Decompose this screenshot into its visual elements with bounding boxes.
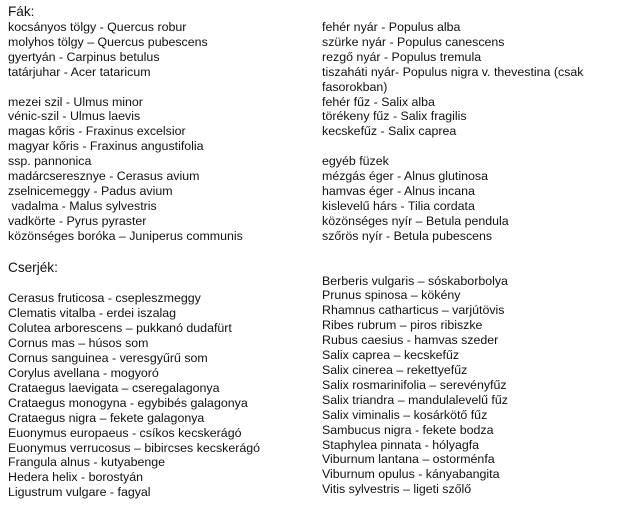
- shrub-entry: Viburnum lantana – ostorménfa: [322, 452, 495, 467]
- blank-line: [8, 244, 310, 259]
- shrub-entry: Frangula alnus - kutyabenge: [8, 455, 166, 470]
- shrub-entry: Viburnum opulus - kányabangita: [322, 467, 500, 482]
- tree-entry: törékeny fűz - Salix fragilis: [322, 109, 467, 124]
- shrub-entry: Cornus mas – húsos som: [8, 336, 149, 351]
- shrub-entry: Ribes rubrum – piros ribiszke: [322, 318, 483, 333]
- tree-entry: fehér nyár - Populus alba: [322, 20, 461, 34]
- tree-entry: kocsányos tölgy - Quercus robur: [8, 20, 187, 34]
- shrub-entry: Prunus spinosa – kökény: [322, 288, 461, 303]
- shrub-entry: Salix cinerea – rekettyefűz: [322, 363, 468, 378]
- shrub-entry: Sambucus nigra - fekete bodza: [322, 422, 494, 437]
- shrub-entry: Colutea arborescens – pukkanó dudafürt: [8, 321, 232, 336]
- blank-line: [322, 139, 634, 154]
- blank-line: [8, 276, 310, 291]
- tree-entry: tatárjuhar - Acer tataricum: [8, 64, 151, 79]
- left-column: [8, 0, 310, 500]
- shrubs-heading: Cserjék:: [8, 260, 58, 276]
- shrub-entry: Staphylea pinnata - hólyagfa: [322, 437, 480, 452]
- tree-entry: közönséges boróka – Juniperus communis: [8, 228, 243, 243]
- tree-entry: közönséges nyír – Betula pendula: [322, 213, 509, 228]
- shrub-entry: Crataegus monogyna - egybibés galagonya: [8, 395, 248, 410]
- shrub-entry: Vitis sylvestris – ligeti szőlő: [322, 482, 472, 497]
- tree-entry: mézgás éger - Alnus glutinosa: [322, 169, 488, 184]
- tree-entry: vadkörte - Pyrus pyraster: [8, 213, 147, 228]
- shrub-entry: Cornus sanguinea - veresgyűrű som: [8, 351, 208, 366]
- tree-entry: magyar kőris - Fraxinus angustifolia: [8, 139, 204, 154]
- shrub-entry: Crataegus nigra – fekete galagonya: [8, 410, 205, 425]
- tree-entry: szürke nyár - Populus canescens: [322, 34, 505, 49]
- shrub-entry: Berberis vulgaris – sóskaborbolya: [322, 273, 508, 288]
- shrub-entry: Crataegus laevigata – cseregalagonya: [8, 380, 220, 395]
- tree-entry: magas kőris - Fraxinus excelsior: [8, 124, 186, 139]
- shrub-entry: Salix rosmarinifolia – serevényfűz: [322, 377, 507, 392]
- tree-entry: molyhos tölgy – Quercus pubescens: [8, 34, 208, 49]
- trees-heading: Fák:: [8, 4, 35, 19]
- blank-line: [8, 80, 310, 95]
- shrub-entry: Hedera helix - borostyán: [8, 470, 143, 485]
- tree-entry: vénic-szil - Ulmus laevis: [8, 109, 141, 124]
- shrub-entry: Rubus caesius - hamvas szeder: [322, 333, 499, 348]
- tree-entry: egyéb füzek: [322, 154, 389, 169]
- tree-entry: vadalma - Malus sylvestris: [8, 198, 157, 213]
- tree-entry: ssp. pannonica: [8, 154, 92, 169]
- shrub-entry: Corylus avellana - mogyoró: [8, 366, 159, 380]
- right-column: [322, 20, 634, 497]
- tree-entry: szőrös nyír - Betula pubescens: [322, 228, 493, 243]
- tree-entry: hamvas éger - Alnus incana: [322, 183, 475, 198]
- shrub-entry: Euonymus europaeus - csíkos kecskerágó: [8, 425, 242, 440]
- tree-entry: gyertyán - Carpinus betulus: [8, 49, 160, 64]
- tree-entry: fehér fűz - Salix alba: [322, 94, 435, 109]
- tree-entry: zselnicemeggy - Padus avium: [8, 183, 173, 198]
- shrub-entry: Salix viminalis – kosárkötő fűz: [322, 407, 488, 422]
- tree-entry: kislevelű hárs - Tilia cordata: [322, 198, 475, 213]
- tree-entry: mezei szil - Ulmus minor: [8, 94, 143, 109]
- shrub-entry: Clematis vitalba - erdei iszalag: [8, 306, 177, 321]
- tree-entry: tiszaháti nyár- Populus nigra v. thevestina (csak fasorokban): [322, 64, 584, 94]
- shrub-entry: Salix triandra – mandulalevelű fűz: [322, 392, 508, 407]
- blank-line: [322, 244, 634, 274]
- shrub-entry: Euonymus verrucosus – bibircses kecskerágó: [8, 440, 261, 455]
- tree-entry: madárcseresznye - Cerasus avium: [8, 169, 200, 184]
- shrub-entry: Rhamnus catharticus – varjútövis: [322, 303, 505, 318]
- shrub-entry: Cerasus fruticosa - csepleszmeggy: [8, 291, 201, 306]
- shrub-entry: Salix caprea – kecskefűz: [322, 348, 460, 363]
- tree-entry: kecskefűz - Salix caprea: [322, 124, 457, 139]
- shrub-entry: Ligustrum vulgare - fagyal: [8, 485, 151, 500]
- tree-entry: rezgő nyár - Populus tremula: [322, 49, 482, 64]
